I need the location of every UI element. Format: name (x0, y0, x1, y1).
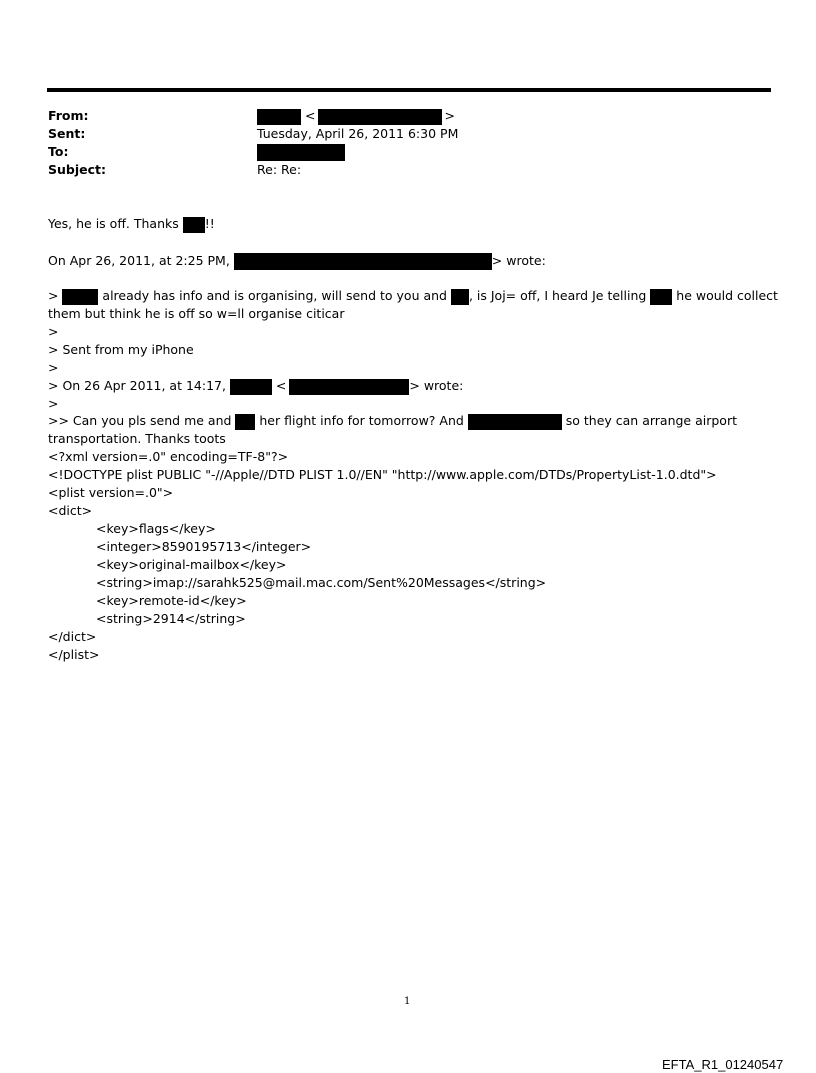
redaction-block (318, 109, 442, 125)
redaction-block (230, 379, 272, 395)
redaction-block (235, 414, 255, 430)
quote-gt: > (48, 360, 59, 375)
quote-line-3-cont: transportation. Thanks toots (48, 431, 226, 446)
xml-line: <key>remote-id</key> (96, 593, 247, 608)
wrote-intro-line (48, 252, 546, 270)
redaction-block (234, 253, 492, 270)
quote-line-3 (48, 412, 737, 430)
document-id-footer: EFTA_R1_01240547 (662, 1057, 784, 1072)
quote-text: so they can arrange airport (561, 413, 737, 428)
quote-text: , is Joj= off, I heard Je telling (468, 288, 651, 303)
header-rule (47, 88, 771, 92)
from-value (257, 107, 455, 125)
quote-gt: > (48, 324, 59, 339)
xml-line: <key>flags</key> (96, 521, 216, 536)
sent-from-line: > Sent from my iPhone (48, 342, 194, 357)
xml-line: <!DOCTYPE plist PUBLIC "-//Apple//DTD PLIST 1.0//EN" "http://www.apple.com/DTDs/PropertyList-1.0.dtd"> (48, 467, 717, 482)
subject-label: Subject: (48, 162, 106, 177)
page-number: 1 (404, 996, 411, 1007)
to-value (257, 143, 345, 161)
xml-line: </plist> (48, 647, 100, 662)
redaction-block (451, 289, 469, 305)
quote-line-2 (48, 377, 463, 395)
quote-text: her flight info for tomorrow? And (255, 413, 468, 428)
subject-value: Re: Re: (257, 162, 302, 177)
redaction-block (257, 109, 301, 125)
quote-text: >> Can you pls send me and (48, 413, 236, 428)
xml-line: <integer>8590195713</integer> (96, 539, 312, 554)
sent-value: Tuesday, April 26, 2011 6:30 PM (257, 126, 459, 141)
xml-line: <string>2914</string> (96, 611, 246, 626)
quote-line-1 (48, 287, 778, 305)
xml-line: <string>imap://sarahk525@mail.mac.com/Sent%20Messages</string> (96, 575, 547, 590)
quote-text: > (48, 288, 63, 303)
reply-text: Yes, he is off. Thanks (48, 216, 183, 231)
redaction-block (650, 289, 672, 305)
redaction-block (257, 144, 345, 161)
from-gt: > (444, 108, 455, 123)
to-label: To: (48, 144, 69, 159)
from-lt: < (305, 108, 316, 123)
quote-gt: > (48, 396, 59, 411)
quote-line-1-cont: them but think he is off so w=ll organise citicar (48, 306, 345, 321)
redaction-block (289, 379, 409, 395)
redaction-block (62, 289, 98, 305)
sent-label: Sent: (48, 126, 86, 141)
quote-text: > On 26 Apr 2011, at 14:17, (48, 378, 230, 393)
quote-text: < (271, 378, 287, 393)
xml-line: <plist version=.0"> (48, 485, 174, 500)
wrote-intro-text: On Apr 26, 2011, at 2:25 PM, (48, 253, 234, 268)
reply-text-end: !! (204, 216, 215, 231)
quote-text: he would collect (672, 288, 778, 303)
wrote-intro-end: > wrote: (491, 253, 546, 268)
quote-text: > wrote: (409, 378, 464, 393)
redaction-block (468, 414, 562, 430)
xml-line: <key>original-mailbox</key> (96, 557, 287, 572)
reply-line (48, 215, 215, 233)
xml-line: <dict> (48, 503, 93, 518)
xml-line: </dict> (48, 629, 97, 644)
redaction-block (183, 217, 205, 233)
xml-line: <?xml version=.0" encoding=TF-8"?> (48, 449, 289, 464)
from-label: From: (48, 108, 89, 123)
quote-text: already has info and is organising, will send to you and (98, 288, 451, 303)
